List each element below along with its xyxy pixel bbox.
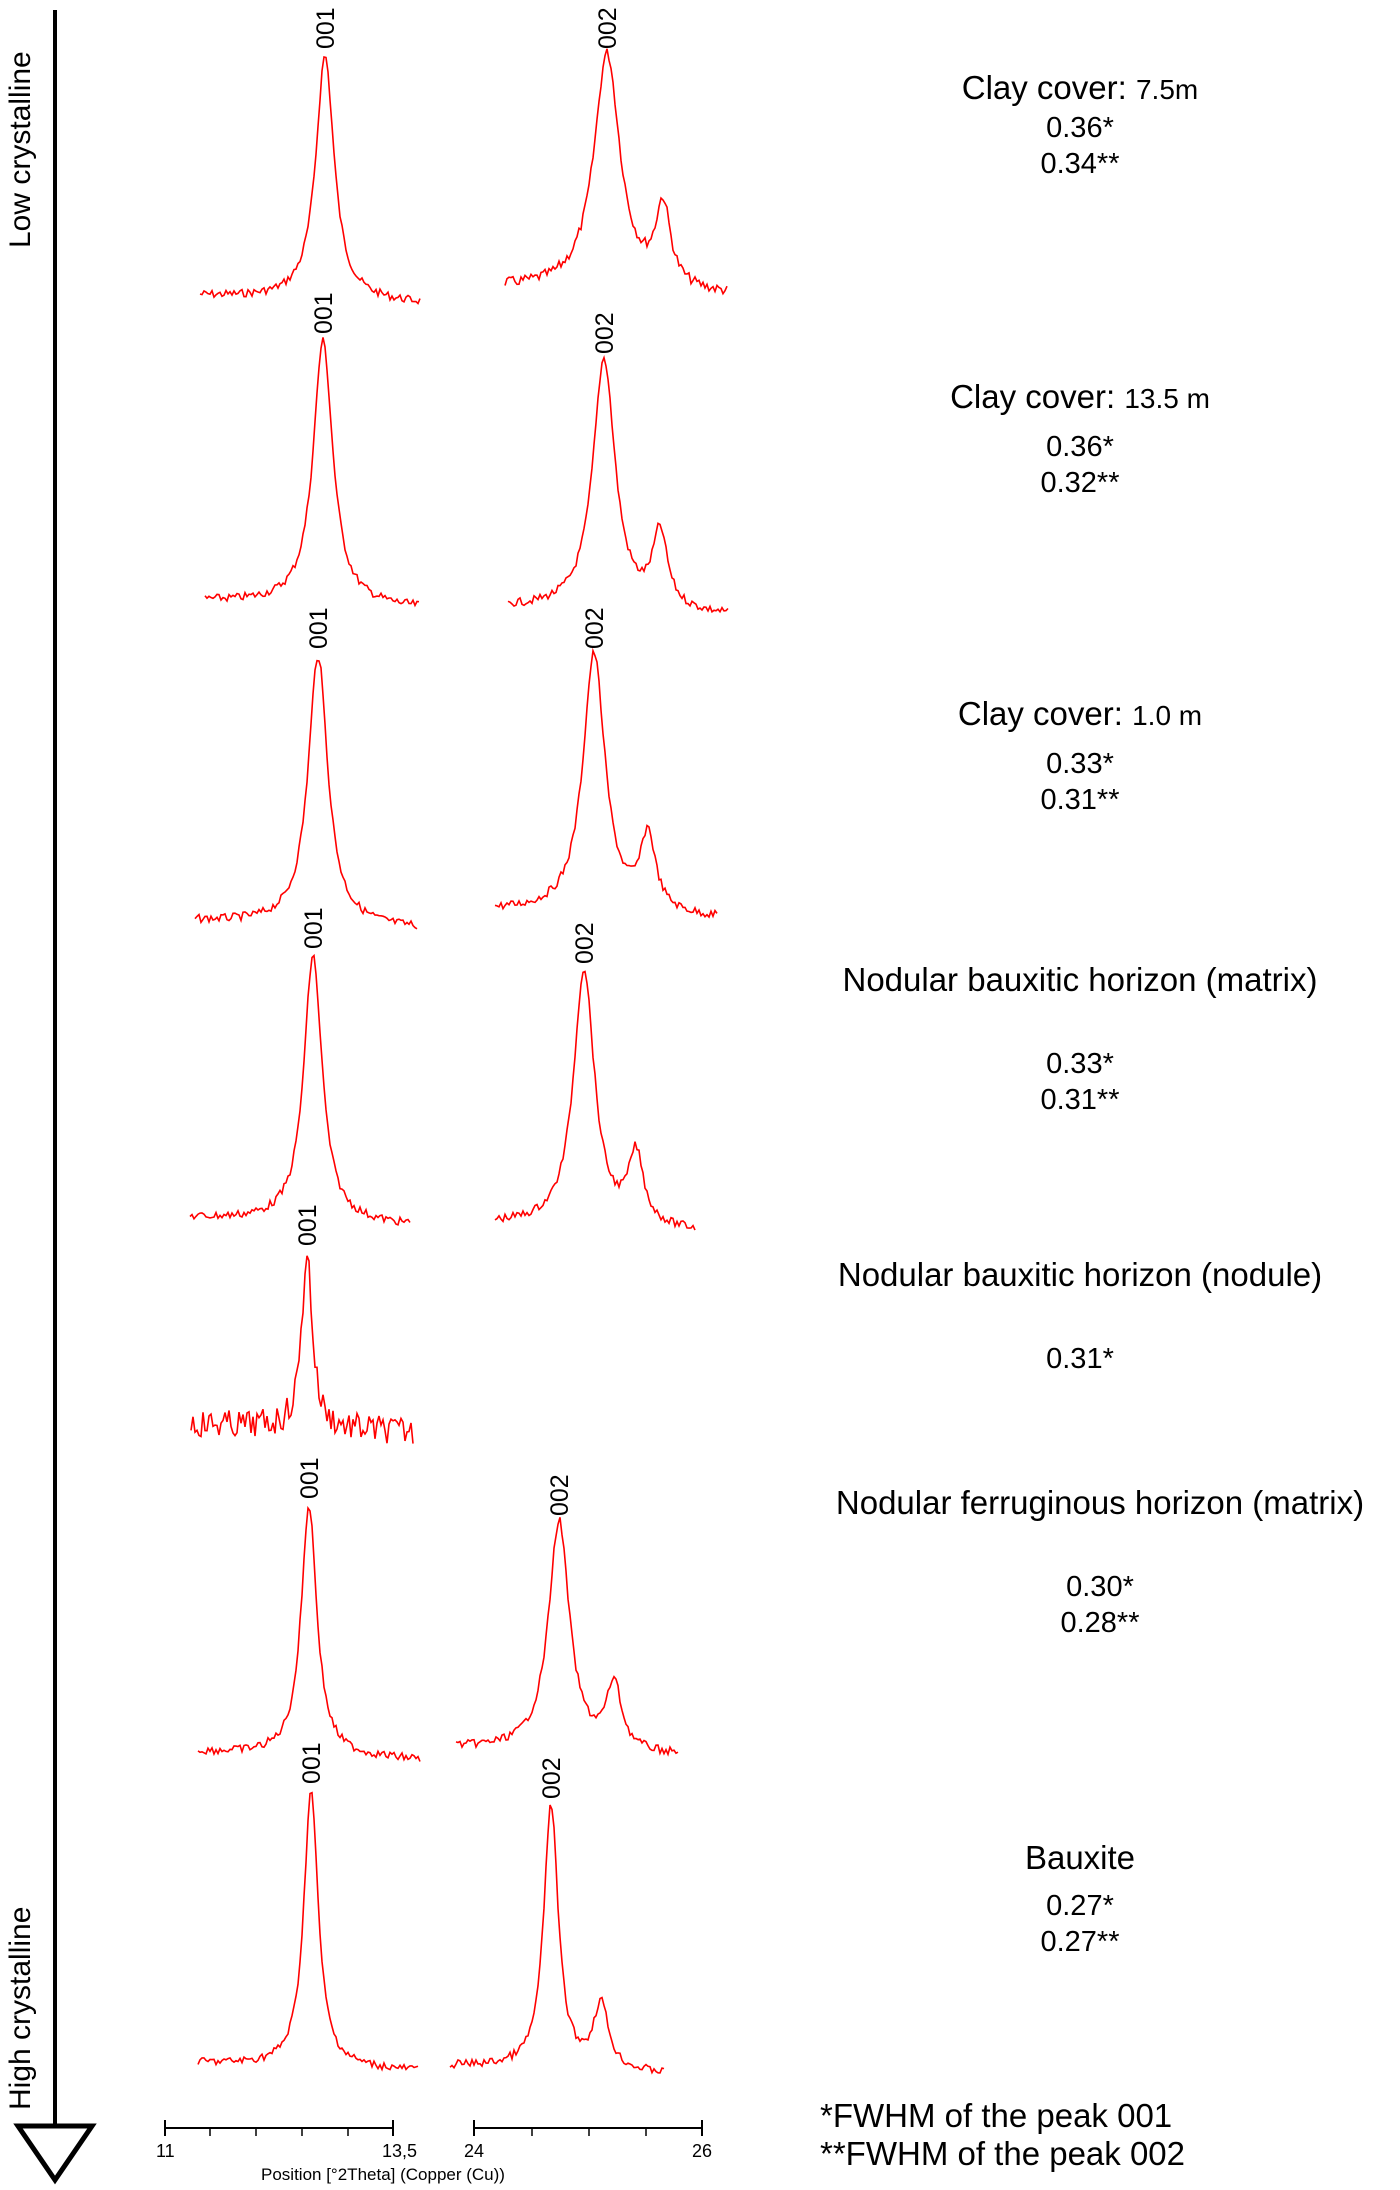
crystallinity-arrow-head-icon xyxy=(18,2126,92,2180)
xrd-trace-002-sample-4 xyxy=(495,972,695,1231)
xrd-trace-002-sample-1 xyxy=(505,49,727,294)
footnote-fwhm-002: **FWHM of the peak 002 xyxy=(820,2135,1185,2172)
high-crystalline-label: High crystalline xyxy=(4,1906,37,2110)
peak-label-002: 002 xyxy=(538,1757,566,1799)
footnote-fwhm-001: *FWHM of the peak 001 xyxy=(820,2097,1173,2134)
xrd-trace-001-sample-3 xyxy=(195,661,417,929)
xrd-trace-001-sample-2 xyxy=(205,337,419,605)
low-crystalline-label: Low crystalline xyxy=(4,51,37,248)
x-axis-segment-1 xyxy=(165,2120,393,2136)
peak-label-002: 002 xyxy=(546,1474,574,1516)
peak-label-001: 001 xyxy=(300,907,328,949)
xrd-trace-002-sample-6 xyxy=(456,1517,678,1754)
fwhm-001-value: 0.36* xyxy=(1046,431,1114,463)
sample-label-4: Nodular bauxitic horizon (matrix) 0.33* 0.31** xyxy=(800,960,1360,1118)
sample-label-6: Nodular ferruginous horizon (matrix) 0.30* 0.28** xyxy=(800,1483,1400,1641)
peak-label-002: 002 xyxy=(581,607,609,649)
fwhm-002-value: 0.28** xyxy=(1060,1607,1140,1639)
fwhm-001-value: 0.31* xyxy=(1046,1343,1114,1375)
peak-label-001: 001 xyxy=(294,1204,322,1246)
xrd-trace-002-sample-7 xyxy=(450,1805,664,2073)
fwhm-001-value: 0.36* xyxy=(1046,112,1114,144)
xrd-trace-001-sample-4 xyxy=(190,956,410,1225)
xrd-trace-001-sample-6 xyxy=(198,1508,420,1761)
peak-label-001: 001 xyxy=(298,1742,326,1784)
fwhm-002-value: 0.32** xyxy=(1040,467,1120,499)
sample-label-2: Clay cover: 13.5 m 0.36* 0.32** xyxy=(880,377,1280,501)
x-axis-title: Position [°2Theta] (Copper (Cu)) xyxy=(261,2165,505,2184)
sample-label-5: Nodular bauxitic horizon (nodule) 0.31* xyxy=(800,1255,1360,1377)
peak-label-001: 001 xyxy=(310,292,338,334)
x-tick-11: 11 xyxy=(156,2141,175,2161)
x-tick-26: 26 xyxy=(692,2141,713,2161)
sample-label-1: Clay cover: 7.5m 0.36* 0.34** xyxy=(880,68,1280,182)
fwhm-002-value: 0.34** xyxy=(1040,148,1120,180)
xrd-trace-002-sample-2 xyxy=(508,358,728,612)
xrd-trace-001-sample-7 xyxy=(198,1793,418,2070)
peak-label-001: 001 xyxy=(296,1457,324,1499)
x-tick-24: 24 xyxy=(464,2141,485,2161)
sample-label-3: Clay cover: 1.0 m 0.33* 0.31** xyxy=(880,694,1280,818)
peak-label-001: 001 xyxy=(305,607,333,649)
fwhm-002-value: 0.27** xyxy=(1040,1926,1120,1958)
peak-label-002: 002 xyxy=(571,922,599,964)
xrd-traces xyxy=(190,7,728,2073)
fwhm-002-value: 0.31** xyxy=(1040,784,1120,816)
xrd-trace-001-sample-5 xyxy=(191,1256,413,1444)
xrd-trace-002-sample-3 xyxy=(495,651,717,917)
sample-label-7: Bauxite 0.27* 0.27** xyxy=(880,1838,1280,1960)
fwhm-002-value: 0.31** xyxy=(1040,1084,1120,1116)
fwhm-001-value: 0.30* xyxy=(1066,1571,1134,1603)
xrd-trace-001-sample-1 xyxy=(200,57,420,304)
peak-label-002: 002 xyxy=(591,312,619,354)
fwhm-001-value: 0.27* xyxy=(1046,1890,1114,1922)
x-axis-segment-2 xyxy=(474,2120,702,2136)
peak-label-002: 002 xyxy=(594,7,622,49)
x-tick-13-5: 13,5 xyxy=(382,2141,418,2161)
fwhm-001-value: 0.33* xyxy=(1046,748,1114,780)
peak-label-001: 001 xyxy=(312,7,340,49)
fwhm-001-value: 0.33* xyxy=(1046,1048,1114,1080)
